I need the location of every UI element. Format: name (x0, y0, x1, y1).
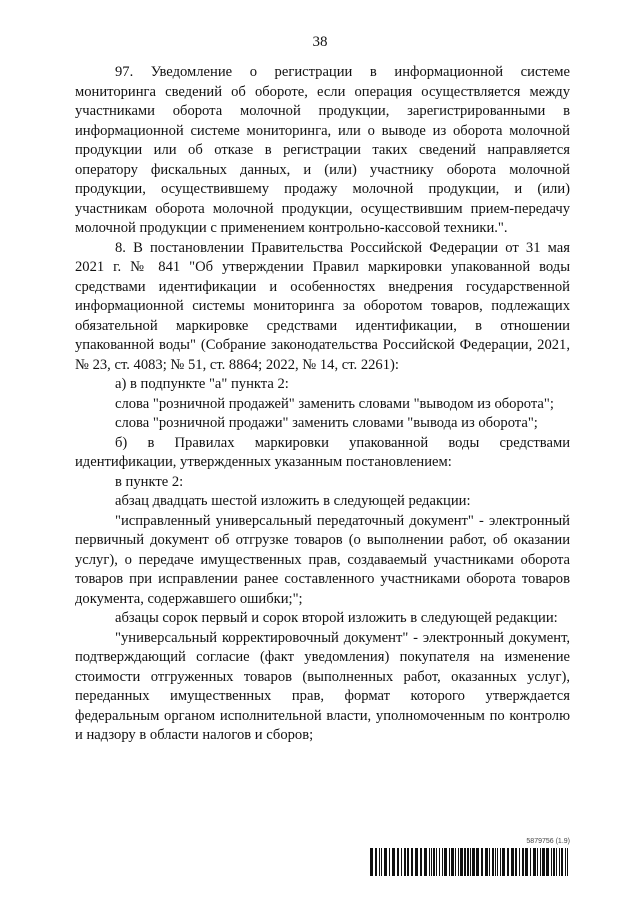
document-body (75, 63, 570, 746)
words-replacement-1: слова "розничной продажей" заменить словами "выводом из оборота"; (115, 395, 554, 412)
words-replacement-2: слова "розничной продажи" заменить словами "вывода из оборота"; (115, 415, 538, 431)
page-number: 38 (312, 34, 328, 50)
point-2-heading: в пункте 2: (115, 473, 184, 490)
barcode-caption: 5879756 (1.9) (526, 838, 570, 845)
barcode-icon (370, 848, 570, 876)
subparagraph-a: а) в подпункте "а" пункта 2: (115, 376, 289, 392)
paragraph-97: 97. Уведомление о регистрации в информационной системе мониторинга сведений об обороте, если операция осуществляется между участниками оборота молочной продукции, зарегистрированными в информационной системе мониторинга, или о выводе из оборота молочной продукции или об отказе в регистрации таких сведений направляется оператору фискальных данных, и (или) участнику оборота молочной продукции, осуществившему продажу молочной продукции, и (или) участникам оборота молочной продукции, осуществившим прием-передачу молочной продукции с применением контрольно-кассовой техники.". (75, 64, 570, 236)
paragraphs-41-42-instruction: абзацы сорок первый и сорок второй изложить в следующей редакции: (115, 610, 558, 626)
correction-document-definition: "универсальный корректировочный документ" - электронный документ, подтверждающий согласие (факт уведомления) покупателя на изменение стоимости отгруженных товаров (выполненных работ, оказанных услуг), переданных имущественных прав, формат которого утверждается федеральным органом исполнительной власти, уполномоченным по контролю и надзору в области налогов и сборов; (75, 629, 570, 743)
corrected-document-definition: "исправленный универсальный передаточный документ" - электронный первичный документ об отгрузке товаров (о выполнении работ, об оказании услуг), о передаче имущественных прав, создаваемый участниками оборота товаров при исправлении ранее составленного участниками оборота товаров документа, содержавшего ошибки;"; (75, 512, 570, 607)
paragraph-26-instruction: абзац двадцать шестой изложить в следующей редакции: (115, 493, 471, 509)
subparagraph-b: б) в Правилах маркировки упакованной воды средствами идентификации, утвержденных указанным постановлением: (75, 434, 570, 470)
paragraph-8: 8. В постановлении Правительства Российской Федерации от 31 мая 2021 г. № 841 "Об утверждении Правил маркировки упакованной воды средствами идентификации и особенностях внедрения государственной информационной системы мониторинга за оборотом товаров, подлежащих обязательной маркировке средствами идентификации, в отношении упакованной воды" (Собрание законодательства Российской Федерации, 2021, № 23, ст. 4083; № 51, ст. 8864; 2022, № 14, ст. 2261): (75, 239, 570, 373)
document-barcode (370, 838, 570, 878)
